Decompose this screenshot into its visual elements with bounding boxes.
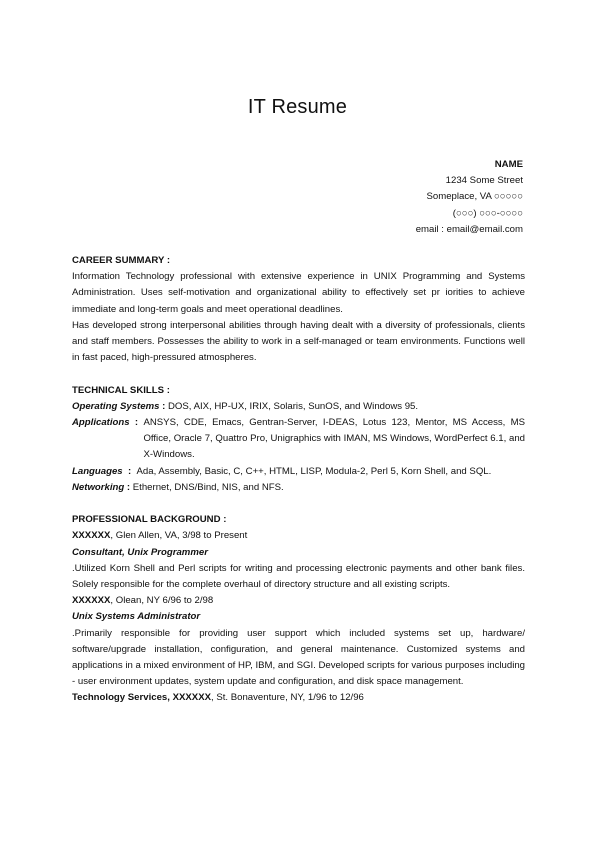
document-title: IT Resume xyxy=(247,96,348,118)
skill-row-operating-systems xyxy=(72,399,525,415)
job-role: Unix Systems Administrator xyxy=(72,611,201,623)
skill-row-networking xyxy=(72,480,525,496)
career-summary-paragraph: Has developed strong interpersonal abilities through having dealt with a diversity of professionals, clients and staff members. Possesses the ability to work in a self-managed or team environments. Functions well in fast paced, high-pressured atmospheres. xyxy=(72,319,525,364)
professional-background-heading: PROFESSIONAL BACKGROUND : xyxy=(72,514,227,526)
skill-text: DOS, AIX, HP-UX, IRIX, Solaris, SunOS, and Windows 95. xyxy=(167,400,419,412)
job-header xyxy=(72,528,525,544)
skill-separator: : xyxy=(124,481,133,493)
technical-skills-heading: TECHNICAL SKILLS : xyxy=(72,384,170,396)
job-employer: XXXXXX xyxy=(72,530,111,542)
skill-text: Ethernet, DNS/Bind, NIS, and NFS. xyxy=(132,481,284,493)
job-header xyxy=(72,593,525,609)
job-description: .Utilized Korn Shell and Perl scripts for writing and processing electronic payments and other bank files. Solely responsible for the complete overhaul of directory structure and all existing scripts. xyxy=(72,562,525,591)
skill-text: Ada, Assembly, Basic, C, C++, HTML, LISP, Modula-2, Perl 5, Korn Shell, and SQL. xyxy=(136,465,492,477)
career-summary-heading: CAREER SUMMARY : xyxy=(72,255,171,266)
skill-separator: : xyxy=(129,417,144,429)
resume-body xyxy=(72,253,525,707)
professional-background-section xyxy=(72,512,525,706)
contact-city: Someplace, VA ○○○○○ xyxy=(426,191,523,203)
job-location-dates: , Glen Allen, VA, 3/98 to Present xyxy=(110,530,248,542)
job-location-dates: , St. Bonaventure, NY, 1/96 to 12/96 xyxy=(211,692,364,704)
skill-label: Operating Systems xyxy=(72,400,160,412)
job-employer: XXXXXX xyxy=(72,595,111,607)
skill-row-applications xyxy=(72,415,525,464)
skill-text: ANSYS, CDE, Emacs, Gentran-Server, I-DEAS, Lotus 123, Mentor, MS Access, MS Office, Oracle 7, Quattro Pro, Unigraphics with IMAN, MS Windows, WordPerfect 6.1, and X-Windows. xyxy=(143,417,525,461)
section-spacer xyxy=(72,366,525,382)
technical-skills-section xyxy=(72,383,525,496)
contact-block xyxy=(416,157,523,238)
job-description: .Primarily responsible for providing user support which included systems set up, hardware/ software/upgrade installation, configuration, and general maintenance. Customized systems and applications in a mixed environment of HP, IBM, and SGI. Developed scripts for various purposes including - user environment updates, system update and configuration, and disk space management. xyxy=(72,627,525,688)
job-employer: Technology Services, XXXXXX xyxy=(72,692,211,704)
skill-label: Networking xyxy=(72,481,125,493)
contact-phone: (○○○) ○○○-○○○○ xyxy=(452,207,523,219)
section-spacer xyxy=(72,496,525,512)
job-location-dates: , Olean, NY 6/96 to 2/98 xyxy=(110,595,214,607)
skill-row-languages xyxy=(72,464,525,480)
job-header xyxy=(72,690,525,706)
skill-label: Languages xyxy=(72,465,123,477)
contact-email: email : email@email.com xyxy=(415,223,523,235)
skill-separator: : xyxy=(122,465,137,477)
contact-street: 1234 Some Street xyxy=(445,175,523,187)
career-summary-paragraph: Information Technology professional with extensive experience in UNIX Programming and Systems Administration. Uses self-motivation and organizational ability to effectively set pr iorities to achieve immediate and long-term goals and meet operational deadlines. xyxy=(72,271,525,315)
contact-name: NAME xyxy=(494,159,523,170)
skill-separator: : xyxy=(159,400,168,412)
job-role: Consultant, Unix Programmer xyxy=(72,546,208,558)
skill-label: Applications xyxy=(72,417,130,429)
career-summary-section xyxy=(72,253,525,366)
